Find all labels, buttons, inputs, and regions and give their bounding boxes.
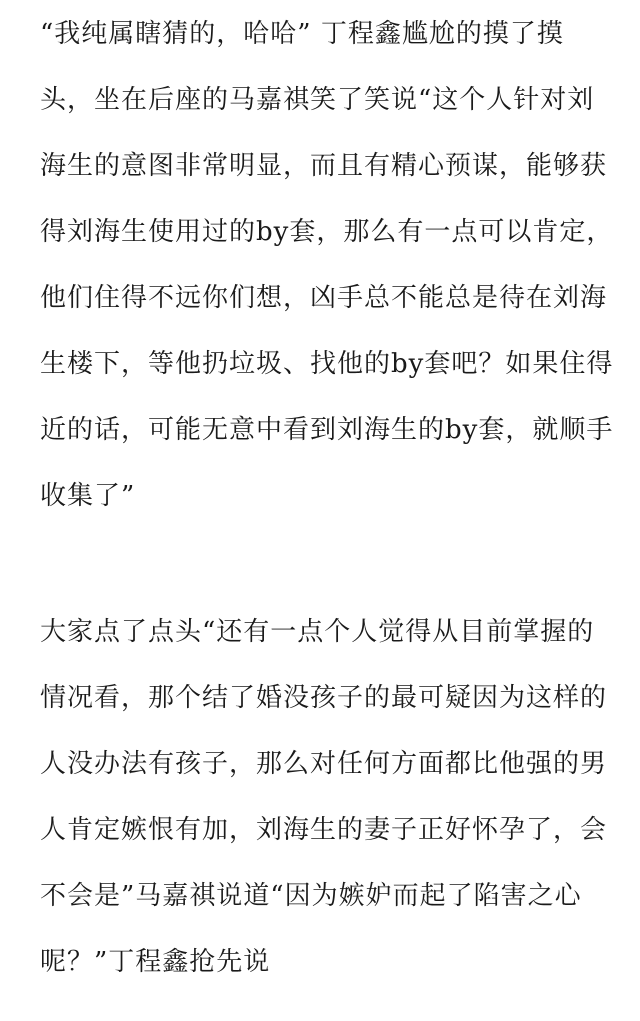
text-line: 不会是”马嘉祺说道“因为嫉妒而起了陷害之心 bbox=[40, 881, 582, 911]
text-line: 生楼下，等他扔垃圾、找他的by套吧？如果住得 bbox=[40, 349, 614, 379]
text-line: 人没办法有孩子，那么对任何方面都比他强的男 bbox=[40, 749, 608, 779]
text-line: 大家点了点头“还有一点个人觉得从目前掌握的 bbox=[40, 617, 595, 647]
text-line: 得刘海生使用过的by套，那么有一点可以肯定， bbox=[40, 217, 614, 247]
text-line: 头，坐在后座的马嘉祺笑了笑说“这个人针对刘 bbox=[40, 85, 595, 115]
text-line: 他们住得不远你们想，凶手总不能总是待在刘海 bbox=[40, 283, 608, 313]
text-line: 近的话，可能无意中看到刘海生的by套，就顺手 bbox=[40, 415, 614, 445]
text-line: 情况看，那个结了婚没孩子的最可疑因为这样的 bbox=[40, 683, 608, 713]
text-line: “我纯属瞎猜的，哈哈” 丁程鑫尴尬的摸了摸 bbox=[40, 19, 564, 49]
text-line: 收集了” bbox=[40, 481, 136, 511]
text-line: 人肯定嫉恨有加，刘海生的妻子正好怀孕了，会 bbox=[40, 815, 608, 845]
text-line: 海生的意图非常明显，而且有精心预谋，能够获 bbox=[40, 151, 608, 181]
text-line: 呢？”丁程鑫抢先说 bbox=[40, 947, 271, 977]
